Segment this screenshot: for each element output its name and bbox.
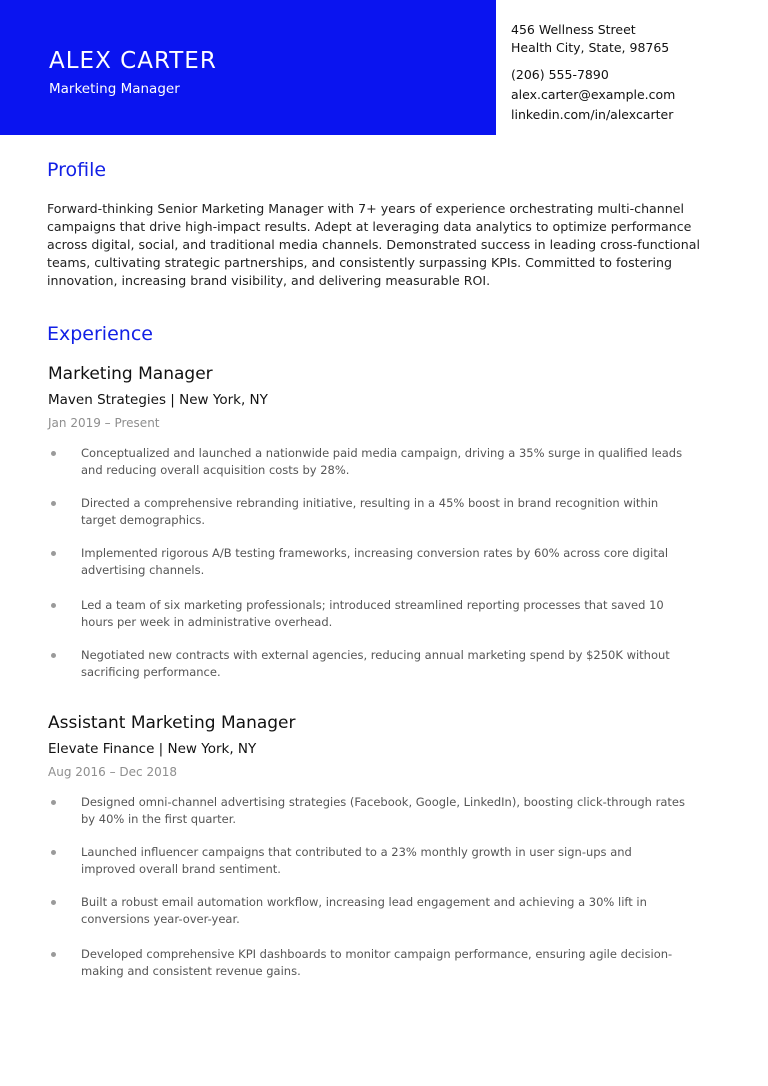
bullet-dot-icon xyxy=(51,501,56,506)
bullet-item xyxy=(48,545,688,578)
job-entry xyxy=(48,712,728,979)
header-band xyxy=(0,0,496,135)
bullet-text: Implemented rigorous A/B testing frameworks, increasing conversion rates by 60% across core digital advertising channels. xyxy=(81,546,669,577)
job-entry xyxy=(48,363,728,680)
bullet-text: Developed comprehensive KPI dashboards to monitor campaign performance, ensuring agile decision-making and consistent revenue gains. xyxy=(81,947,673,978)
bullet-item xyxy=(48,946,688,979)
bullet-item xyxy=(48,445,688,478)
profile-heading: Profile xyxy=(47,159,107,181)
bullet-dot-icon xyxy=(51,900,56,905)
job-company: Maven Strategies | New York, NY xyxy=(48,392,268,408)
job-dates: Jan 2019 – Present xyxy=(48,416,160,430)
bullet-text: Directed a comprehensive rebranding initiative, resulting in a 45% boost in brand recognition within target demographics. xyxy=(81,496,659,527)
bullet-text: Negotiated new contracts with external agencies, reducing annual marketing spend by $250K without sacrificing performance. xyxy=(81,648,670,679)
bullet-text: Led a team of six marketing professionals; introduced streamlined reporting processes that saved 10 hours per week in administrative overhead. xyxy=(81,598,664,629)
bullet-dot-icon xyxy=(51,603,56,608)
contact-block xyxy=(511,21,675,125)
bullet-dot-icon xyxy=(51,653,56,658)
bullet-item xyxy=(48,894,688,927)
address-line1: 456 Wellness Street xyxy=(511,22,636,37)
bullet-item xyxy=(48,844,688,877)
bullet-item xyxy=(48,597,688,630)
bullet-dot-icon xyxy=(51,952,56,957)
email-link[interactable]: alex.carter@example.com xyxy=(511,87,676,102)
bullet-item xyxy=(48,647,688,680)
job-company: Elevate Finance | New York, NY xyxy=(48,741,257,757)
address-line2: Health City, State, 98765 xyxy=(511,40,670,55)
job-dates: Aug 2016 – Dec 2018 xyxy=(48,765,177,779)
bullet-text: Designed omni-channel advertising strategies (Facebook, Google, LinkedIn), boosting click-through rates by 40% in the first quarter. xyxy=(81,795,685,826)
bullet-dot-icon xyxy=(51,800,56,805)
phone: (206) 555-7890 xyxy=(511,67,609,82)
bullet-dot-icon xyxy=(51,451,56,456)
bullet-item xyxy=(48,495,688,528)
experience-heading: Experience xyxy=(47,323,153,345)
bullet-item xyxy=(48,794,688,827)
bullet-text: Launched influencer campaigns that contributed to a 23% monthly growth in user sign-ups and improved overall brand sentiment. xyxy=(81,845,632,876)
candidate-title: Marketing Manager xyxy=(49,81,180,97)
candidate-name: ALEX CARTER xyxy=(49,48,217,74)
job-bullets xyxy=(48,445,728,680)
bullet-text: Conceptualized and launched a nationwide paid media campaign, driving a 35% surge in qualified leads and reducing overall acquisition costs by 28%. xyxy=(81,446,683,477)
job-title: Marketing Manager xyxy=(48,364,213,384)
job-title: Assistant Marketing Manager xyxy=(48,713,296,733)
linkedin-link[interactable]: linkedin.com/in/alexcarter xyxy=(511,107,674,122)
bullet-dot-icon xyxy=(51,850,56,855)
job-bullets xyxy=(48,794,728,979)
profile-summary: Forward-thinking Senior Marketing Manager with 7+ years of experience orchestrating multi-channel campaigns that drive high-impact results. Adept at leveraging data analytics to optimize performance across digital, social, and traditional media channels. Demonstrated success in leading cross-functional teams, cultivating strategic partnerships, and consistently surpassing KPIs. Committed to fostering innovation, increasing brand visibility, and delivering measurable ROI. xyxy=(47,201,700,288)
bullet-dot-icon xyxy=(51,551,56,556)
bullet-text: Built a robust email automation workflow, increasing lead engagement and achieving a 30% lift in conversions year-over-year. xyxy=(81,895,647,926)
